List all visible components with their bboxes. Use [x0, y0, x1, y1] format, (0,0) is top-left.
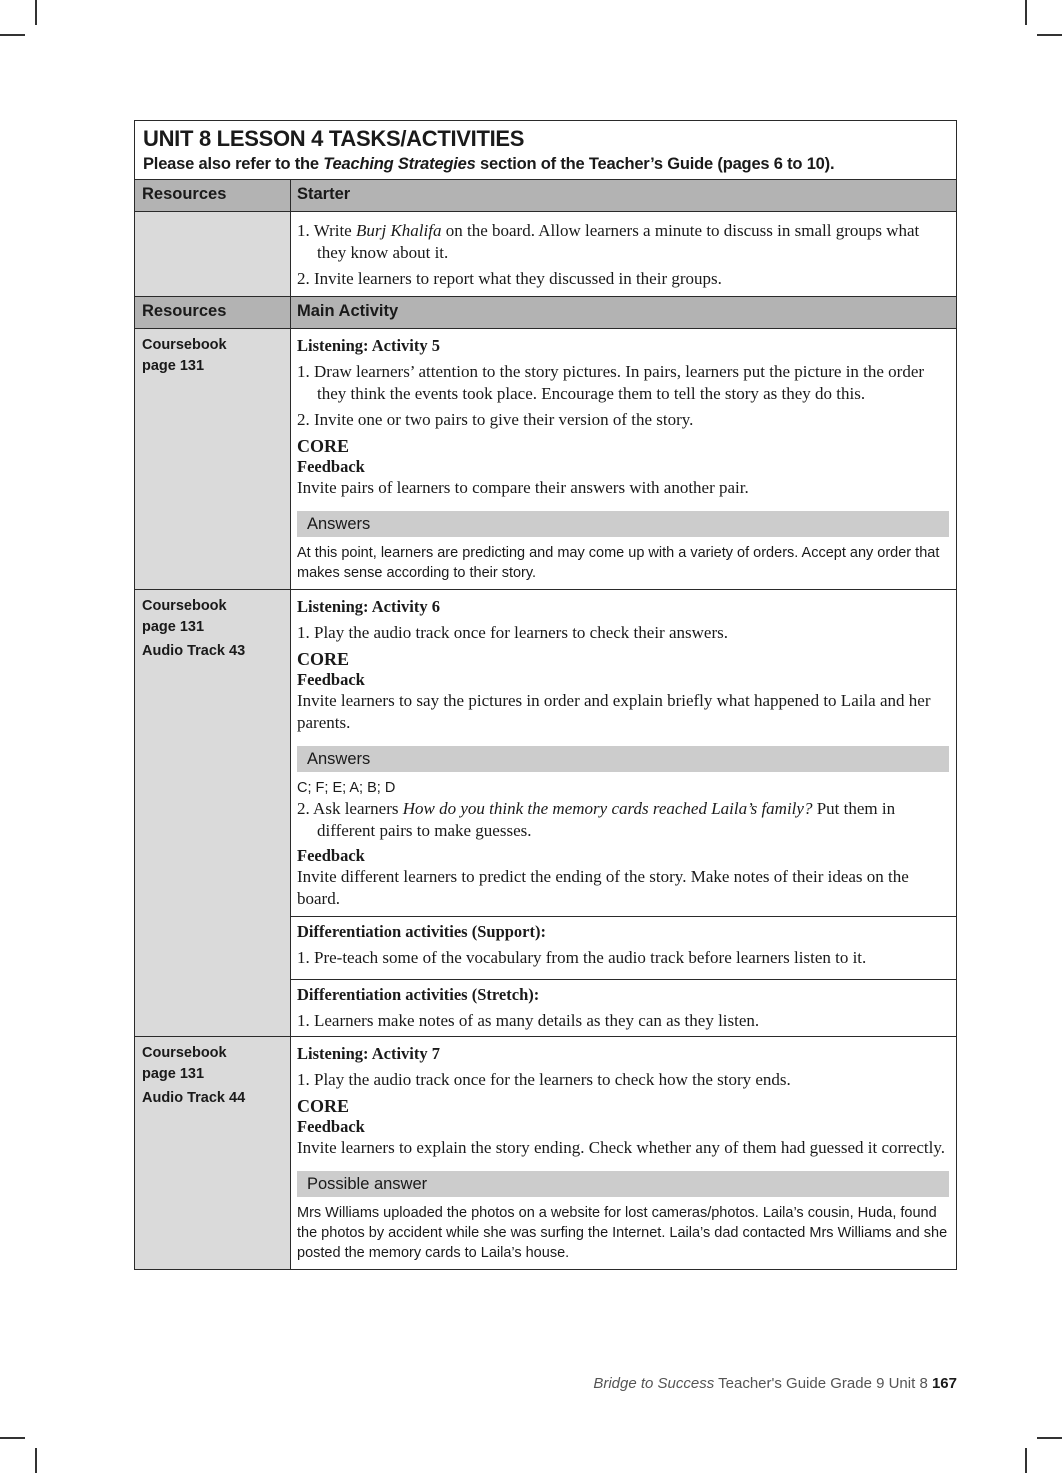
- resource-line: Audio Track 43: [142, 643, 246, 659]
- differentiation-stretch: [291, 979, 956, 1036]
- activity-item: 2. Ask learners How do you think the memory cards reached Laila’s family? Put them in different pairs to make guesses.: [297, 799, 896, 840]
- differentiation-support: [291, 916, 956, 973]
- core-label: CORE: [297, 649, 350, 669]
- activity-7-content: [291, 1037, 956, 1269]
- resource-line: Audio Track 44: [142, 1090, 246, 1106]
- crop-mark: [1037, 1437, 1062, 1439]
- feedback-label: Feedback: [297, 846, 365, 865]
- starter-item-1: 1. Write Burj Khalifa on the board. Allow learners a minute to discuss in small groups what they know about it.: [297, 221, 920, 262]
- core-label: CORE: [297, 1096, 350, 1116]
- resource-line: page 131: [142, 619, 205, 635]
- answers-text: C; F; E; A; B; D: [297, 780, 396, 796]
- activity-7-row: [135, 1037, 956, 1269]
- stretch-item: 1. Learners make notes of as many details as they can as they listen.: [297, 1011, 760, 1030]
- activity-6-row: [135, 590, 956, 1037]
- feedback-label: Feedback: [297, 1117, 365, 1136]
- answers-bar: Answers: [297, 511, 949, 537]
- resources-cell: [135, 590, 291, 1036]
- feedback-text: Invite learners to say the pictures in order and explain briefly what happened to Laila and her parents.: [297, 691, 931, 732]
- core-label: CORE: [297, 436, 350, 456]
- activity-item: 1. Play the audio track once for the learners to check how the story ends.: [297, 1070, 791, 1089]
- resource-line: page 131: [142, 358, 205, 374]
- starter-header-row: [135, 180, 956, 212]
- feedback-label: Feedback: [297, 457, 365, 476]
- footer-brand: Bridge to Success: [593, 1375, 715, 1392]
- starter-header: Starter: [291, 180, 956, 211]
- possible-answer-text: Mrs Williams uploaded the photos on a website for lost cameras/photos. Laila’s cousin, Huda, found the photos by accident while she was surfing the Internet. Laila’s dad contacted Mrs Williams and she posted the memory cards to Laila’s house.: [297, 1205, 948, 1261]
- activity-item: 2. Invite one or two pairs to give their version of the story.: [297, 410, 694, 429]
- activity-heading: Listening: Activity 7: [297, 1044, 440, 1063]
- lesson-table: [134, 120, 957, 1270]
- starter-row: [135, 212, 956, 297]
- activity-heading: Listening: Activity 5: [297, 336, 440, 355]
- crop-mark: [0, 1437, 25, 1439]
- main-activity-header: Main Activity: [291, 297, 956, 328]
- feedback-text: Invite learners to explain the story ending. Check whether any of them had guessed it correctly.: [297, 1138, 945, 1157]
- feedback-label: Feedback: [297, 670, 365, 689]
- page-number: 167: [931, 1375, 957, 1392]
- page-subtitle: Please also refer to the Teaching Strategies section of the Teacher’s Guide (pages 6 to 10).: [143, 155, 835, 173]
- main-header-row: [135, 297, 956, 329]
- crop-mark: [1025, 1448, 1027, 1473]
- footer-text: Teacher's Guide Grade 9 Unit 8: [714, 1375, 932, 1392]
- activity-item: 1. Play the audio track once for learners to check their answers.: [297, 623, 728, 642]
- crop-mark: [35, 1448, 37, 1473]
- activity-5-row: [135, 329, 956, 590]
- resources-cell: [135, 1037, 291, 1269]
- page-title: UNIT 8 LESSON 4 TASKS/ACTIVITIES: [143, 126, 525, 151]
- table-title-block: [135, 121, 956, 180]
- feedback-text: Invite pairs of learners to compare their answers with another pair.: [297, 478, 749, 497]
- resources-cell: [135, 212, 291, 296]
- resource-line: Coursebook: [142, 598, 227, 614]
- activity-5-content: [291, 329, 956, 589]
- activity-6-content: [291, 590, 956, 1036]
- answers-text: At this point, learners are predicting and may come up with a variety of orders. Accept any order that makes sense according to their story.: [297, 545, 940, 581]
- resources-cell: [135, 329, 291, 589]
- starter-content: [291, 212, 956, 296]
- crop-mark: [1025, 0, 1027, 25]
- crop-mark: [1037, 34, 1062, 36]
- resource-line: page 131: [142, 1066, 205, 1082]
- support-heading: Differentiation activities (Support):: [297, 922, 546, 941]
- page-footer: [560, 1375, 957, 1392]
- activity-item: 1. Draw learners’ attention to the story pictures. In pairs, learners put the picture in the order they think the events took place. Encourage them to tell the story as they do this.: [297, 362, 925, 403]
- resource-line: Coursebook: [142, 337, 227, 353]
- activity-heading: Listening: Activity 6: [297, 597, 440, 616]
- resources-header: Resources: [135, 297, 291, 328]
- starter-item-2: 2. Invite learners to report what they discussed in their groups.: [297, 269, 722, 288]
- support-item: 1. Pre-teach some of the vocabulary from the audio track before learners listen to it.: [297, 948, 867, 967]
- feedback-text: Invite different learners to predict the ending of the story. Make notes of their ideas on the board.: [297, 867, 909, 908]
- stretch-heading: Differentiation activities (Stretch):: [297, 985, 540, 1004]
- resource-line: Coursebook: [142, 1045, 227, 1061]
- crop-mark: [35, 0, 37, 25]
- crop-mark: [0, 34, 25, 36]
- possible-answer-bar: Possible answer: [297, 1171, 949, 1197]
- answers-bar: Answers: [297, 746, 949, 772]
- resources-header: Resources: [135, 180, 291, 211]
